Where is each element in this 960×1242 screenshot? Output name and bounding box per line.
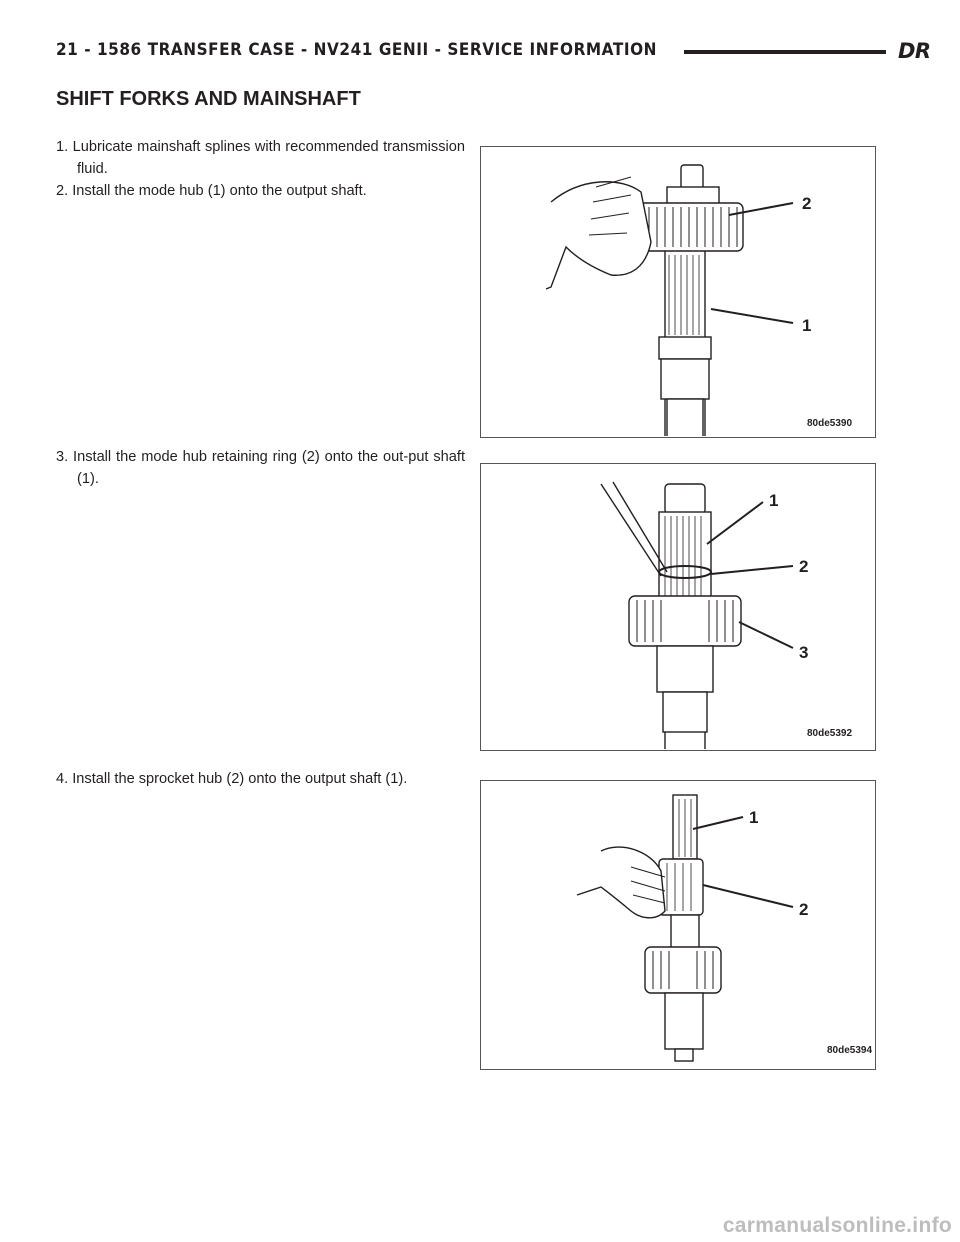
- figure-2-callout-3: 3: [799, 643, 809, 662]
- figure-1-code: 80de5390: [807, 418, 853, 429]
- step-2: 2. Install the mode hub (1) onto the output shaft.: [56, 183, 367, 199]
- figure-3-code: 80de5394: [827, 1045, 873, 1056]
- figure-1-callout-2: 2: [802, 194, 812, 213]
- figure-1-callout-1: 1: [802, 316, 812, 335]
- figure-retaining-ring-install: [480, 463, 876, 751]
- figure-3-callout-1: 1: [749, 808, 759, 827]
- figure-sprocket-hub-install: [480, 780, 876, 1070]
- figure-1-illustration: [481, 147, 874, 436]
- figure-3-illustration: [481, 781, 874, 1068]
- watermark: carmanualsonline.info: [722, 1214, 952, 1237]
- figure-2-callout-1: 1: [769, 491, 779, 510]
- header-title: 21 - 1586 TRANSFER CASE - NV241 GENII - SERVICE INFORMATION: [56, 40, 657, 60]
- figure-2-callout-2: 2: [799, 557, 809, 576]
- step-4: 4. Install the sprocket hub (2) onto the output shaft (1).: [56, 771, 408, 787]
- section-title: SHIFT FORKS AND MAINSHAFT: [56, 88, 361, 110]
- step-3: 3. Install the mode hub retaining ring (2) onto the out-put shaft (1).: [56, 449, 465, 487]
- figure-2-code: 80de5392: [807, 728, 853, 739]
- figure-mode-hub-install: [480, 146, 876, 438]
- figure-2-illustration: [481, 464, 874, 749]
- header-rule: [684, 50, 886, 54]
- header-logo: DR: [898, 39, 931, 63]
- page-header: [56, 38, 931, 66]
- step-1: 1. Lubricate mainshaft splines with recommended transmission fluid.: [56, 139, 465, 177]
- figure-3-callout-2: 2: [799, 900, 809, 919]
